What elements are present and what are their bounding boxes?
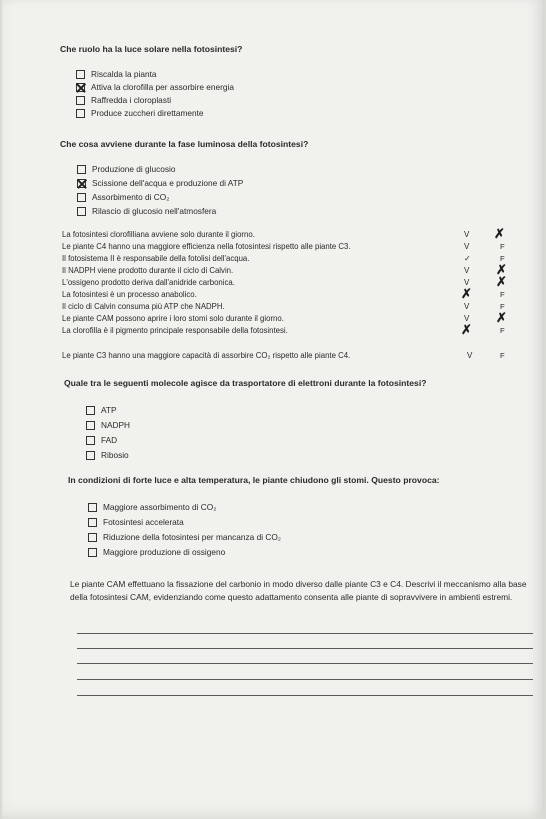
q4-option-3[interactable] <box>88 532 281 542</box>
q3-option-4[interactable] <box>86 450 129 460</box>
false-option[interactable]: F <box>500 302 505 311</box>
true-option[interactable]: V <box>464 230 470 239</box>
tf-statement: Le piante C3 hanno una maggiore capacità di assorbire CO₂ rispetto alle piante C4. <box>62 351 351 360</box>
q4-option-2[interactable] <box>88 517 184 527</box>
answer-line[interactable] <box>77 648 533 649</box>
option-label: Attiva la clorofilla per assorbire energia <box>91 82 234 92</box>
question-2-title: Che cosa avviene durante la fase luminosa della fotosintesi? <box>60 139 309 149</box>
tf-row-10 <box>62 338 505 360</box>
tf-statement: L'ossigeno prodotto deriva dall'anidride carbonica. <box>62 278 235 287</box>
checkbox[interactable] <box>88 548 97 557</box>
tf-row-6 <box>62 286 505 301</box>
worksheet-page <box>2 0 542 819</box>
option-label: NADPH <box>101 420 131 430</box>
option-label: Ribosio <box>101 450 129 460</box>
question-1-title: Che ruolo ha la luce solare nella fotosintesi? <box>60 44 243 54</box>
true-option[interactable]: V <box>464 242 470 251</box>
q2-option-3[interactable] <box>77 192 169 202</box>
tf-row-4 <box>62 262 507 277</box>
checkbox[interactable] <box>77 207 86 216</box>
tf-statement: La clorofilla è il pigmento principale responsabile della fotosintesi. <box>62 326 288 335</box>
true-option[interactable]: V <box>464 302 470 311</box>
true-option[interactable]: V <box>464 266 470 275</box>
checked-checkbox[interactable] <box>77 179 86 188</box>
checkbox[interactable] <box>88 518 97 527</box>
true-option[interactable]: V <box>464 278 470 287</box>
q1-option-1[interactable] <box>76 69 157 79</box>
tf-row-5 <box>62 274 507 289</box>
true-option[interactable]: V <box>467 351 473 360</box>
option-label: Assorbimento di CO₂ <box>92 192 170 202</box>
false-option[interactable]: F <box>500 351 505 360</box>
option-label: Produzione di glucosio <box>92 164 176 174</box>
q1-option-3[interactable] <box>76 95 171 105</box>
q1-option-4[interactable] <box>76 108 204 118</box>
q3-option-1[interactable] <box>86 405 117 415</box>
q4-option-4[interactable] <box>88 547 225 557</box>
tf-row-1 <box>62 226 505 241</box>
tf-row-2 <box>62 242 505 253</box>
option-label: Scissione dell'acqua e produzione di ATP <box>92 178 244 188</box>
false-option[interactable]: F <box>500 242 505 251</box>
tf-statement: Il fotosistema II è responsabile della fotolisi dell'acqua. <box>62 254 250 263</box>
handwritten-x-mark: ✗ <box>461 322 472 337</box>
handwritten-x-mark: ✗ <box>494 226 505 241</box>
tf-statement: Le piante C4 hanno una maggiore efficienza nella fotosintesi rispetto alle piante C3. <box>62 242 351 251</box>
handwritten-x-mark: ✗ <box>496 274 507 289</box>
tf-statement: Il NADPH viene prodotto durante il ciclo di Calvin. <box>62 266 234 275</box>
tf-statement: La fotosintesi è un processo anabolico. <box>62 290 197 299</box>
option-label: Riduzione della fotosintesi per mancanza di CO₂ <box>103 532 282 542</box>
open-question-text: Le piante CAM effettuano la fissazione del carbonio in modo diverso dalle piante C3 e C4. Descrivi il meccanismo alla base della fotosintesi CAM, evidenziando come questo adattamento consenta alle piante di sopravvivere in ambienti estremi. <box>70 579 527 602</box>
q3-option-3[interactable] <box>86 435 117 445</box>
answer-line[interactable] <box>77 663 533 664</box>
checkbox[interactable] <box>76 70 85 79</box>
option-label: Riscalda la pianta <box>91 69 157 79</box>
false-option[interactable]: F <box>500 326 505 335</box>
option-label: ATP <box>101 405 117 415</box>
checkbox[interactable] <box>88 503 97 512</box>
option-label: FAD <box>101 435 118 445</box>
handwritten-x-mark: ✗ <box>496 262 507 277</box>
q2-option-1[interactable] <box>77 164 175 174</box>
handwritten-x-mark: ✗ <box>496 310 507 325</box>
question-3-title: Quale tra le seguenti molecole agisce da trasportatore di elettroni durante la fotosintesi? <box>64 378 427 388</box>
checkbox[interactable] <box>86 421 95 430</box>
option-label: Produce zuccheri direttamente <box>91 108 204 118</box>
false-option[interactable]: F <box>500 290 505 299</box>
false-option[interactable]: F <box>500 254 505 263</box>
q2-option-4[interactable] <box>77 206 216 216</box>
tf-row-3 <box>62 254 505 265</box>
tf-row-9 <box>62 322 505 337</box>
answer-line[interactable] <box>77 679 533 680</box>
tf-statement: La fotosintesi clorofilliana avviene solo durante il giorno. <box>62 230 255 239</box>
tf-row-7 <box>62 302 505 313</box>
question-4-title: In condizioni di forte luce e alta temperatura, le piante chiudono gli stomi. Questo provoca: <box>68 475 440 485</box>
handwritten-x-mark: ✗ <box>461 286 472 301</box>
true-option[interactable]: V <box>464 314 470 323</box>
q2-option-2[interactable] <box>77 178 243 188</box>
checkbox[interactable] <box>86 406 95 415</box>
answer-line[interactable] <box>77 633 533 634</box>
answer-line[interactable] <box>77 695 533 696</box>
tf-statement: Le piante CAM possono aprire i loro stomi solo durante il giorno. <box>62 314 284 323</box>
checkbox[interactable] <box>77 193 86 202</box>
q3-option-2[interactable] <box>86 420 130 430</box>
tf-row-8 <box>62 310 507 325</box>
checkbox[interactable] <box>88 533 97 542</box>
true-option[interactable]: ✓ <box>464 254 471 263</box>
option-label: Maggiore produzione di ossigeno <box>103 547 226 557</box>
checkbox[interactable] <box>86 436 95 445</box>
tf-statement: Il ciclo di Calvin consuma più ATP che NADPH. <box>62 302 225 311</box>
checked-checkbox[interactable] <box>76 83 85 92</box>
option-label: Rilascio di glucosio nell'atmosfera <box>92 206 217 216</box>
q4-option-1[interactable] <box>88 502 216 512</box>
option-label: Raffredda i cloroplasti <box>91 95 172 105</box>
checkbox[interactable] <box>86 451 95 460</box>
q1-option-2[interactable] <box>76 82 234 92</box>
option-label: Maggiore assorbimento di CO₂ <box>103 502 217 512</box>
checkbox[interactable] <box>76 109 85 118</box>
option-label: Fotosintesi accelerata <box>103 517 184 527</box>
checkbox[interactable] <box>76 96 85 105</box>
checkbox[interactable] <box>77 165 86 174</box>
